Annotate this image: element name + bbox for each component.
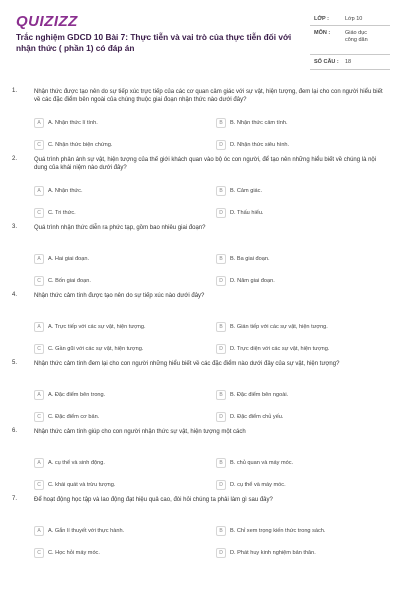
option-text: D. Năm giai đoạn. [230,277,275,284]
answer-option[interactable] [216,548,386,558]
option-text: A. Nhận thức lí tính. [48,119,98,126]
option-text: A. Hai giai đoạn. [48,255,90,262]
answer-option[interactable] [216,254,386,264]
option-letter-box: C [34,412,44,422]
answer-option[interactable] [216,140,386,150]
answer-option[interactable] [216,344,386,354]
option-letter-box: D [216,480,226,490]
option-text: D. Nhận thức siêu hình. [230,141,290,148]
meta-subject-value [345,30,368,44]
question-number: 5. [12,360,18,366]
meta-count-value: 18 [345,59,352,65]
option-text: C. khái quát và trừu tượng. [48,481,116,488]
question-list [0,88,400,564]
answer-option[interactable] [34,186,204,196]
question-item [0,224,400,292]
answer-option[interactable] [34,344,204,354]
option-letter-box: A [34,186,44,196]
question-number: 4. [12,292,18,298]
option-letter-box: B [216,186,226,196]
option-text: B. Nhận thức cảm tính. [230,119,288,126]
meta-row-subject [310,26,390,55]
answer-option[interactable] [34,276,204,286]
option-text: C. Gần gũi với các sự vật, hiện tượng. [48,345,144,352]
option-letter-box: D [216,344,226,354]
question-text: Để hoạt động học tập và lao động đạt hiệu quả cao, đòi hỏi chúng ta phải làm gì sau đây? [34,497,273,503]
option-text: D. cụ thể và máy móc. [230,481,286,488]
option-letter-box: D [216,208,226,218]
answer-option[interactable] [216,276,386,286]
question-item [0,292,400,360]
option-text: C. Học hỏi máy móc. [48,549,100,556]
option-text: B. Chỉ xem trọng kiến thức trong sách. [230,527,326,534]
answer-option[interactable] [216,322,386,332]
answer-option[interactable] [34,140,204,150]
answer-option[interactable] [34,526,204,536]
option-letter-box: B [216,322,226,332]
question-number: 2. [12,156,18,162]
option-text: A. Đặc điểm bên trong. [48,391,106,398]
option-text: A. cụ thể và sinh động. [48,459,105,466]
meta-count-label: SỐ CÂU : [314,59,339,65]
question-number: 3. [12,224,18,230]
question-number: 7. [12,496,18,502]
meta-class-label: LỚP : [314,16,329,22]
option-letter-box: A [34,254,44,264]
option-letter-box: D [216,276,226,286]
option-letter-box: C [34,208,44,218]
answer-option[interactable] [34,548,204,558]
quizizz-logo: QUIZIZZ [16,13,78,30]
meta-subject-line2: công dân [345,37,368,43]
option-text: C. Tri thức. [48,209,76,216]
question-text: Nhận thức cảm tính giúp cho con người nhận thức sự vật, hiện tượng một cách [34,429,246,435]
option-text: B. Gián tiếp với các sự vật, hiện tượng. [230,323,328,330]
answer-option[interactable] [34,322,204,332]
question-item [0,360,400,428]
question-text: Nhận thức được tạo nên do sự tiếp xúc trực tiếp của các cơ quan cảm giác với sự vật, hiện tượng, đem lại cho con người hiểu biết về các đặc điểm bên ngoài của chúng thuộc giai đoạn nhận thức nào dưới đây? [34,89,383,103]
option-text: A. Gắn lí thuyết với thực hành. [48,527,125,534]
option-text: D. Phát huy kinh nghiệm bản thân. [230,549,316,556]
answer-option[interactable] [34,458,204,468]
option-letter-box: A [34,118,44,128]
meta-row-count [310,55,390,70]
question-item [0,496,400,564]
answer-option[interactable] [216,208,386,218]
option-text: D. Thấu hiểu. [230,209,264,216]
question-text: Nhận thức cảm tính đem lại cho con người những hiểu biết về các đặc điểm nào dưới đây của sự vật, hiện tượng? [34,361,340,367]
option-letter-box: A [34,322,44,332]
option-text: C. Bốn giai đoạn. [48,277,91,284]
option-text: A. Trực tiếp với các sự vật, hiện tượng. [48,323,146,330]
answer-option[interactable] [216,526,386,536]
option-text: B. Đặc điểm bên ngoài. [230,391,289,398]
option-letter-box: B [216,390,226,400]
option-letter-box: C [34,276,44,286]
answer-option[interactable] [34,208,204,218]
answer-option[interactable] [216,390,386,400]
meta-subject-label: MÔN : [314,30,331,36]
answer-option[interactable] [216,412,386,422]
option-letter-box: A [34,458,44,468]
question-item [0,88,400,156]
option-text: C. Nhận thức biện chứng. [48,141,113,148]
option-text: D. Trực diện với các sự vật, hiện tượng. [230,345,330,352]
option-letter-box: B [216,118,226,128]
meta-class-value: Lớp 10 [345,16,363,22]
option-letter-box: B [216,458,226,468]
answer-option[interactable] [216,118,386,128]
option-letter-box: C [34,548,44,558]
answer-option[interactable] [34,118,204,128]
answer-option[interactable] [34,412,204,422]
option-letter-box: C [34,344,44,354]
option-text: A. Nhận thức. [48,187,83,194]
option-letter-box: A [34,526,44,536]
question-text: Quá trình nhận thức diễn ra phức tạp, gồm bao nhiêu giai đoạn? [34,225,206,231]
option-letter-box: D [216,412,226,422]
answer-option[interactable] [216,458,386,468]
question-number: 6. [12,428,18,434]
question-item [0,156,400,224]
question-number: 1. [12,88,18,94]
worksheet-meta [310,12,390,70]
option-letter-box: A [34,390,44,400]
option-text: B. Ba giai đoạn. [230,255,270,262]
option-letter-box: D [216,140,226,150]
option-letter-box: B [216,254,226,264]
option-letter-box: D [216,548,226,558]
option-text: B. chủ quan và máy móc. [230,459,294,466]
option-letter-box: B [216,526,226,536]
question-text: Quá trình phản ánh sự vật, hiện tượng của thế giới khách quan vào bộ óc con người, để tạo nên những hiểu biết về chúng là nội dung của khái niệm nào dưới đây? [34,157,377,171]
option-text: C. Đặc điểm cơ bản. [48,413,100,420]
worksheet-title: Trắc nghiệm GDCD 10 Bài 7: Thực tiễn và vai trò của thực tiễn đối với nhận thức ( phần 1) có đáp án [16,32,292,53]
question-item [0,428,400,496]
question-text: Nhận thức cảm tính được tạo nên do sự tiếp xúc nào dưới đây? [34,293,205,299]
answer-option[interactable] [34,254,204,264]
answer-option[interactable] [34,390,204,400]
answer-option[interactable] [216,480,386,490]
answer-option[interactable] [216,186,386,196]
meta-subject-line1: Giáo dục [345,30,368,36]
option-letter-box: C [34,480,44,490]
answer-option[interactable] [34,480,204,490]
option-text: D. Đặc điểm chủ yếu. [230,413,284,420]
option-letter-box: C [34,140,44,150]
option-text: B. Cảm giác. [230,187,263,194]
meta-row-class [310,12,390,26]
